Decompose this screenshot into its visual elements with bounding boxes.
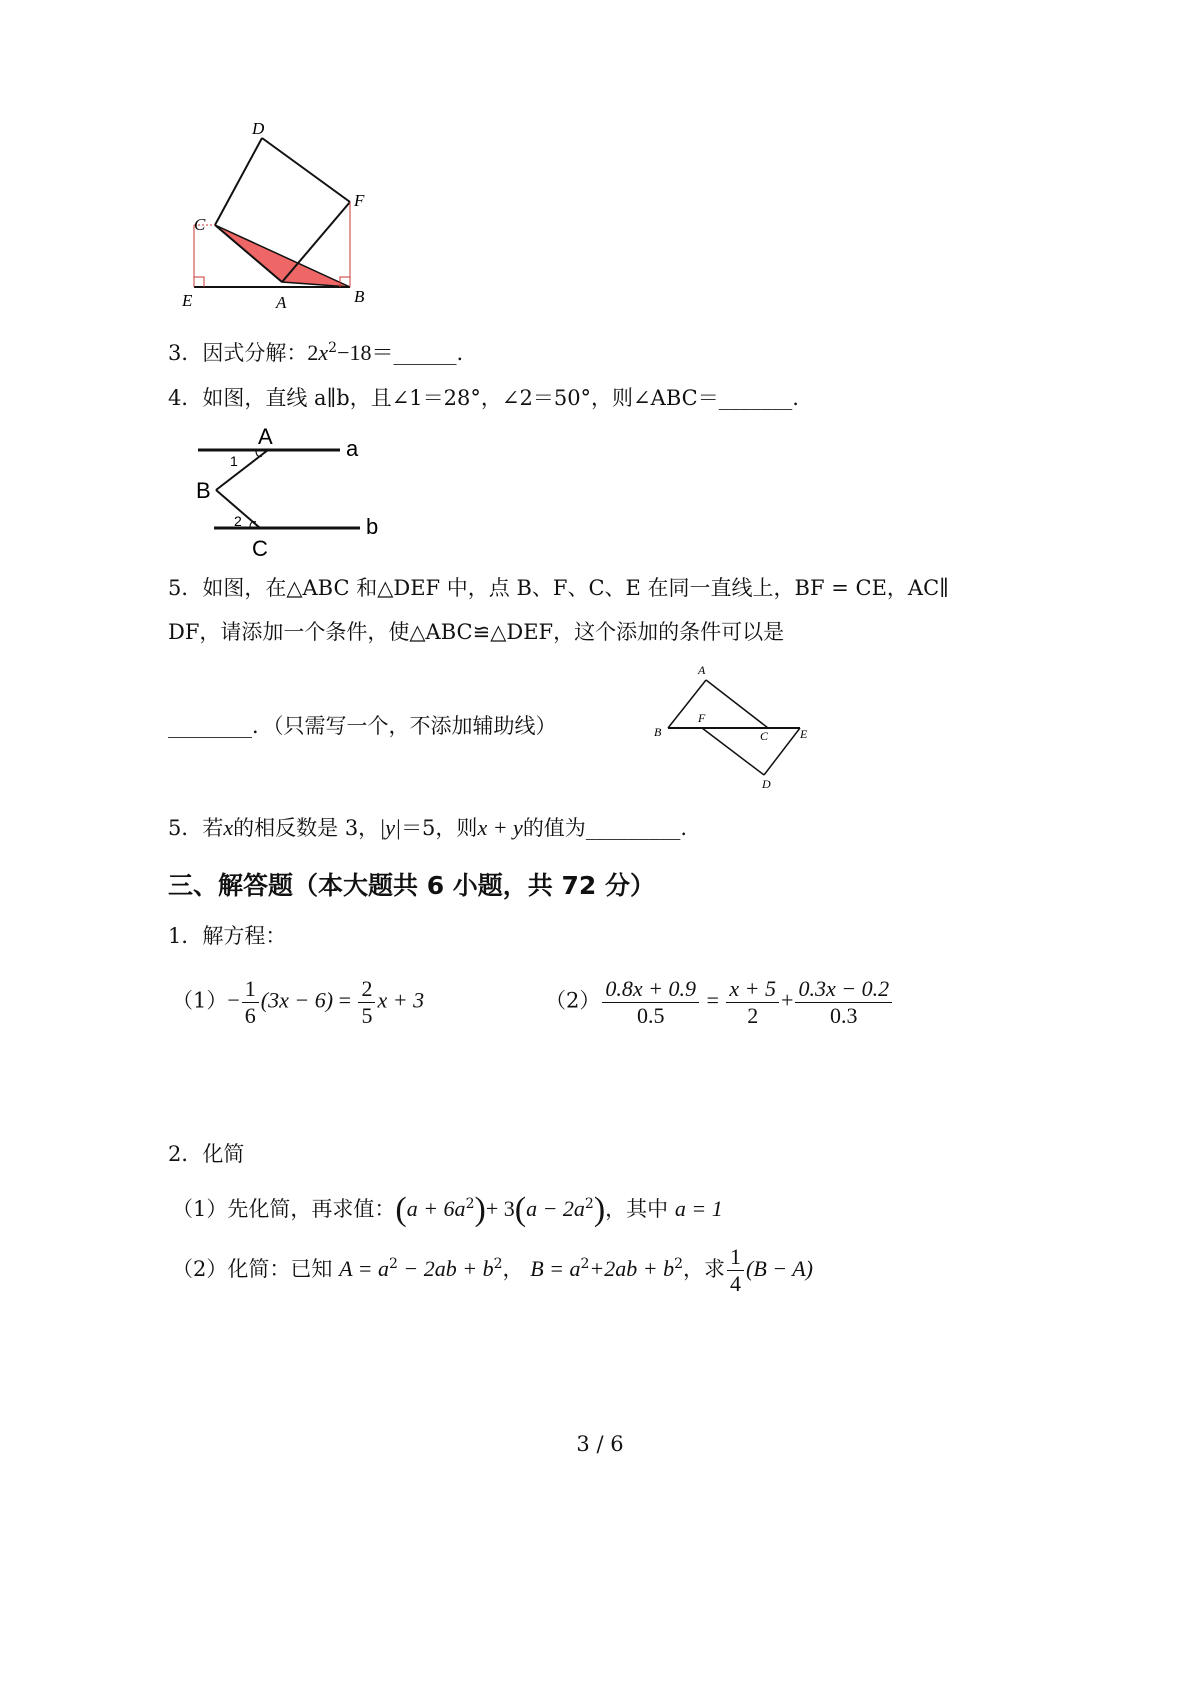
question-5-line1: 5．如图，在△ABC 和△DEF 中，点 B、F、C、E 在同一直线上，BF = CE，AC∥ xyxy=(168,576,949,600)
equation-1: （1）− $\frac{1}{6}$ (3x − 6) = $\frac{2}{5}$ x + 3 xyxy=(172,976,425,1028)
label-C: C xyxy=(252,536,268,561)
label-B: B xyxy=(196,478,211,503)
question-5-line2: DF，请添加一个条件，使△ABC≌△DEF，这个添加的条件可以是 xyxy=(168,620,785,644)
label-angle-1: 1 xyxy=(230,453,238,469)
figure-parallel-lines xyxy=(190,420,400,565)
fraction: $\frac{x + 5}{2}$ xyxy=(726,976,779,1029)
label-A: A xyxy=(258,424,273,449)
shaded-triangle xyxy=(215,225,350,287)
fraction: $\frac{1}{4}$ xyxy=(727,1244,744,1297)
label-A: A xyxy=(698,663,706,677)
label-F: F xyxy=(698,711,706,725)
answer-blank[interactable]: ________ xyxy=(168,714,252,738)
label-B: B xyxy=(354,287,365,306)
fraction: $\frac{0.3x - 0.2}{0.3}$ xyxy=(795,976,892,1029)
label-line-a: a xyxy=(346,436,359,461)
label-angle-2: 2 xyxy=(234,513,242,529)
question-3: 3．因式分解：$2x^2-18=\_\_\_\_\_\_$. xyxy=(168,340,464,365)
answer-blank[interactable]: _______ xyxy=(718,386,793,410)
section-heading: 三、解答题（本大题共 6 小题，共 72 分） xyxy=(168,871,656,900)
s3-question-1-title: 1．解方程： xyxy=(168,924,287,948)
fraction: $\frac{2}{5}$ xyxy=(358,976,375,1029)
s3-question-2-part1: （1）先化简，再求值：$(a + 6a^2)+ 3(a - 2a^2)$，其中 a = 1 xyxy=(172,1191,723,1228)
label-C: C xyxy=(760,729,769,743)
label-B: B xyxy=(654,725,662,739)
equation-2: （2） $\frac{0.8x + 0.9}{0.5}$ = $\frac{x + 5}{2}$ + $\frac{0.3x - 0.2}{0.3}$ xyxy=(545,976,894,1029)
s3-question-2-title: 2．化简 xyxy=(168,1142,245,1166)
label-C: C xyxy=(194,215,206,234)
label-E: E xyxy=(182,291,193,310)
label-D: D xyxy=(762,777,771,791)
question-5-line3: ________．（只需写一个，不添加辅助线） xyxy=(168,714,557,738)
answer-blank[interactable]: _________ xyxy=(585,816,681,840)
label-A: A xyxy=(276,293,287,312)
label-E: E xyxy=(800,727,808,741)
fraction: $\frac{1}{6}$ xyxy=(242,976,259,1029)
s3-question-2-part2: （2）化简：已知 $A = a^2 - 2ab + b^2$， $B = a^2+2ab + b^2$，求 $\frac{1}{4}$ (B − A) xyxy=(172,1244,814,1296)
figure-square-triangle xyxy=(180,120,390,320)
page-number: 3 / 6 xyxy=(576,1432,624,1456)
label-D: D xyxy=(252,120,265,138)
question-5b: 5．若x的相反数是 3，|y|＝5，则x + y的值为_________. xyxy=(168,815,687,840)
answer-blank[interactable]: ______ xyxy=(393,341,457,365)
label-line-b: b xyxy=(366,514,379,539)
label-F: F xyxy=(354,191,365,210)
figure-two-triangles xyxy=(650,660,820,795)
question-4: 4．如图，直线 a∥b，且∠1＝28°，∠2＝50°，则∠ABC＝_______. xyxy=(168,386,799,410)
fraction: $\frac{0.8x + 0.9}{0.5}$ xyxy=(602,976,699,1029)
